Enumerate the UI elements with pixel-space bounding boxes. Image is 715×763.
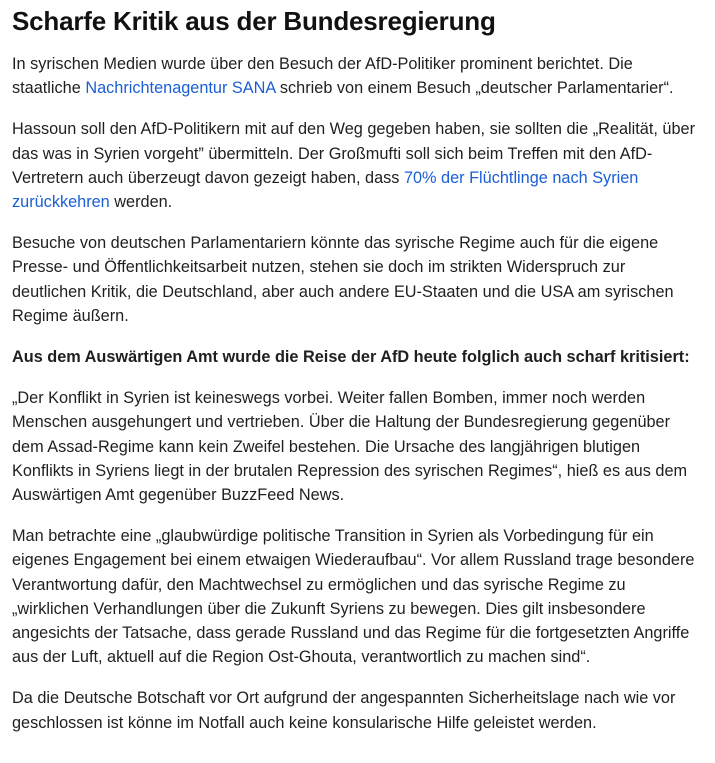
paragraph-text: In syrischen Medien wurde über den Besuch der AfD-Politiker prominent berichtet. Die staatliche (12, 55, 633, 98)
paragraph-transition: Man betrachte eine „glaubwürdige politische Transition in Syrien als Vorbedingung für ein eigenes Engagement bei einem etwaigen Wiederaufbau“. Vor allem Russland trage besondere Verantwortung dafür, den Machtwechsel zu ermöglichen und das syrische Regime zu „wirklichen Verhandlungen über die Zukunft Syriens zu bewegen. Dies gilt insbesondere angesichts der Tatsache, dass gerade Russland und das Regime für die fortgesetzten Angriffe aus der Luft, aktuell auf die Region Ost-Ghouta, verantwortlich zu machen sind“. (12, 527, 695, 667)
paragraph-foreign-office-lead: Aus dem Auswärtigen Amt wurde die Reise der AfD heute folglich auch scharf kritisiert: (12, 348, 690, 367)
section-heading: Scharfe Kritik aus der Bundesregierung (12, 6, 496, 36)
paragraph-embassy: Da die Deutsche Botschaft vor Ort aufgrund der angespannten Sicherheitslage nach wie vor geschlossen ist könne im Notfall auch keine konsularische Hilfe geleistet werden. (12, 689, 676, 732)
paragraph-sana (12, 52, 703, 100)
link-sana[interactable]: Nachrichtenagentur SANA (85, 79, 276, 98)
paragraph-text: schrieb von einem Besuch „deutscher Parlamentarier“. (275, 79, 674, 98)
paragraph-visits: Besuche von deutschen Parlamentariern könnte das syrische Regime auch für die eigene Presse- und Öffentlichkeitsarbeit nutzen, stehen sie doch im strikten Widerspruch zur deutlichen Kritik, die Deutschland, aber auch andere EU-Staaten und die USA am syrischen Regime äußern. (12, 234, 674, 325)
paragraph-text: Hassoun soll den AfD-Politikern mit auf den Weg gegeben haben, sie sollten die „Realität, über das was in Syrien vorgeht” übermitteln. Der Großmufti soll sich beim Treffen mit den AfD-Vertretern auch überzeugt davon gezeigt haben, dass (12, 120, 696, 187)
paragraph-foreign-office-quote: „Der Konflikt in Syrien ist keineswegs vorbei. Weiter fallen Bomben, immer noch werden Menschen ausgehungert und vertrieben. Über die Haltung der Bundesregierung gegenüber dem Assad-Regime kann kein Zweifel bestehen. Die Ursache des langjährigen blutigen Konflikts in Syriens liegt in der brutalen Repression des syrischen Regimes“, hieß es aus dem Auswärtigen Amt gegenüber BuzzFeed News. (12, 389, 688, 505)
paragraph-text: werden. (109, 193, 173, 212)
link-refugees-return[interactable]: 70% der Flüchtlinge nach Syrien zurückkehren (12, 168, 639, 212)
paragraph-hassoun (12, 117, 703, 214)
